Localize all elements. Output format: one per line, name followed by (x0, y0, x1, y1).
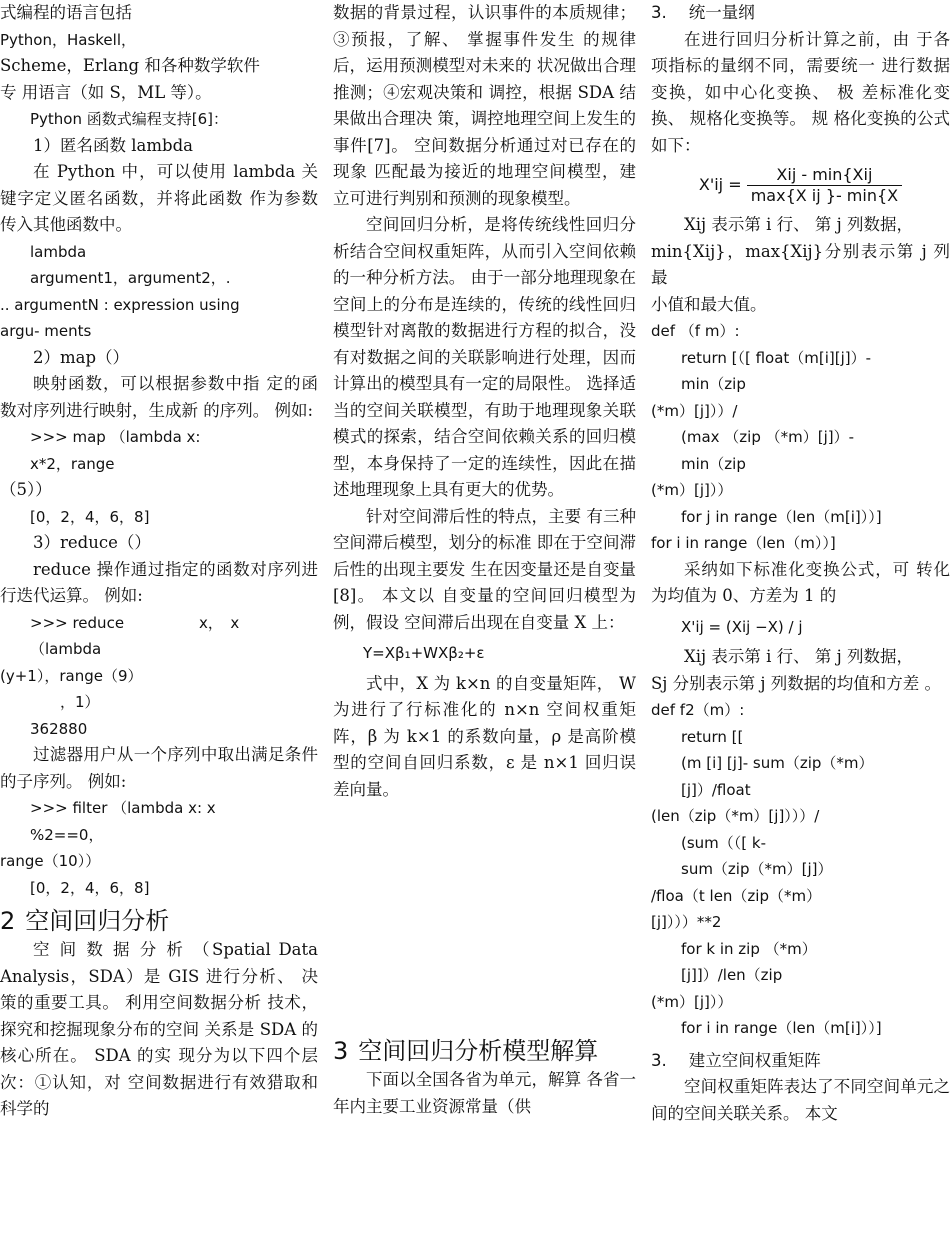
col1-text-line: reduce 操作通过指定的函数对序列进行迭代运算。 例如: (0, 559, 318, 605)
column-1 (0, 0, 318, 1123)
col1-text-line: >>> reduce x， x (30, 613, 240, 632)
col1-text-line: (y+1），range（9） (0, 666, 143, 685)
code-f2-line: [j]）/float (681, 780, 751, 799)
section-2-paragraph: 空 间 数 据 分 析 （Spatial Data Analysis，SDA）是 GIS 进行分析、 决 策的重要工具。 利用空间数据分析 技术，探究和挖掘现象分布的空间 关系是 SDA 的核心所在。 SDA 的实 现分为以下四个层次：①认知，对 空间数据进行有效猎取和科学的 (0, 940, 318, 1118)
standardization-formula: X'ij = (Xij −X) / j (681, 617, 803, 636)
section-2-title: 空间回归分析 (25, 907, 170, 935)
code-f-line: for j in range（len（m[i]））] (681, 507, 882, 526)
column-3 (651, 0, 950, 1127)
col1-text-line: .. argumentN : expression using (0, 295, 240, 314)
col1-text-line: [0，2，4，6，8] (30, 878, 150, 897)
code-f-line: (*m）[j]））/ (651, 401, 738, 420)
col1-text-line: [0，2，4，6，8] (30, 507, 150, 526)
code-f2-line: (len（zip（*m）[j]）））/ (651, 807, 820, 825)
col1-text-line: range（10）） (0, 852, 101, 870)
col3-paragraph-1: 在进行回归分析计算之前，由 于各项指标的量纲不同，需要统一 进行数据变换，如中心化变换、 极 差标准化变换、 规格化变换等。 规 格化变换的公式如下： (651, 29, 950, 155)
code-f-line: min（zip (681, 454, 746, 473)
col1-text-line: 过滤器用户从一个序列中取出满足条件的子序列。 例如: (0, 745, 318, 791)
section-3-paragraph: 下面以全国各省为单元，解算 各省一年内主要工业资源常量（供 (333, 1070, 636, 1116)
formula-denominator: max{X ij }- min{X (750, 186, 899, 205)
column-gap (333, 803, 636, 1035)
spatial-lag-equation: Y=Xβ₁+WXβ₂+ε (363, 644, 485, 662)
col1-text-line: 1）匿名函数 lambda (33, 135, 193, 155)
code-f-line: return [（[ float（m[i][j]）- (681, 348, 872, 367)
section-2-number: 2 (0, 907, 16, 935)
code-f-line: (*m）[j]）） (651, 481, 733, 499)
col1-text-line: x*2，range (30, 454, 115, 473)
section-3-heading (333, 1035, 636, 1067)
col1-text-line: 式编程的语言包括 (0, 3, 132, 22)
code-f2-line: for i in range（len（m[i]））] (681, 1019, 882, 1037)
code-f-line: (max （zip （*m）[j]）- (681, 428, 855, 446)
col1-text-line: %2==0， (30, 825, 104, 844)
col1-text-line: 2）map（） (33, 347, 130, 367)
code-f2-line: (*m）[j]）） (651, 992, 733, 1011)
col1-text-line: （lambda (30, 640, 102, 658)
col1-text-line: Python 函数式编程支持[6]： (30, 110, 229, 128)
subsection-number: 3. (651, 3, 667, 22)
code-f-line: for i in range（len（m））] (651, 534, 836, 552)
col2-paragraph-3: 针对空间滞后性的特点，主要 有三种空间滞后模型，划分的标准 即在于空间滞后性的出现主要发 生在因变量还是自变量[8]。 本文以 自变量的空间回归模型为例，假设 空间滞后出现在自变量 X 上： (333, 506, 636, 632)
col1-text-line: （5）） (0, 480, 52, 499)
col1-text-line: Scheme，Erlang 和各种数学软件 (0, 56, 260, 75)
column-1-lines (0, 0, 318, 901)
col1-text-line: 在 Python 中，可以使用 lambda 关键字定义匿名函数，并将此函数 作为参数传入其他函数中。 (0, 162, 318, 234)
col1-text-line: 362880 (30, 719, 88, 738)
normalization-formula (651, 165, 950, 206)
col3-paragraph-4b: Sj 分别表示第 j 列数据的均值和方差 。 (651, 673, 942, 693)
code-f-line: min（zip (681, 375, 746, 393)
col1-text-line: >>> map （lambda x: (30, 428, 201, 446)
col1-text-line: 映射函数，可以根据参数中指 定的函数对序列进行映射，生成新 的序列。 例如: (0, 374, 318, 420)
code-f2-line: return [[ (681, 727, 744, 746)
section-3-title: 空间回归分析模型解算 (358, 1037, 599, 1065)
code-f2-line: for k in zip （*m） (681, 939, 817, 958)
section-2-heading (0, 905, 318, 937)
subsection-title-2: 建立空间权重矩阵 (688, 1050, 821, 1070)
formula-numerator: Xij - min{Xij (747, 165, 902, 186)
subsection-weight-matrix-heading (651, 1048, 950, 1075)
col1-text-line: lambda (30, 242, 87, 261)
subsection-title: 统一量纲 (688, 3, 755, 22)
col1-text-line: argu- ments (0, 322, 92, 340)
code-f2-line: def f2（m）: (651, 701, 745, 719)
col1-text-line: 3）reduce（） (33, 533, 151, 552)
col2-paragraph-2: 空间回归分析，是将传统线性回归分析结合空间权重矩阵，从而引入空间依赖的一种分析方法。 由于一部分地理现象在空间上的分布是连续的，传统的线性回归模型针对离散的数据进行方程的拟合，没有对数据之间的关联影响进行处理，因而计算出的模型具有一定的局限性。 选择适当的空间关联模型，有助于地理现象关联模式的探索，结合空间依赖关系的回归模型，本身保持了一定的连续性，因此在描述地理现象上具有更大的优势。 (333, 215, 636, 499)
col2-paragraph-1: 数据的背景过程，认识事件的本质规律；③预报，了解、 掌握事件发生 的规律后，运用预测模型对未来的 状况做出合理推测；④宏观决策和 调控，根据 SDA 结果做出合理决 策，调控地理空间上发生的事件[7]。 空间数据分析通过对已存在的现象 匹配最为接近的地理空间模型，建 立可进行判别和预测的现象模型。 (333, 3, 636, 208)
col3-paragraph-3: 采纳如下标准化变换公式，可 转化为均值为 0、方差为 1 的 (651, 559, 950, 605)
code-f2-line: [j]]）/len（zip (681, 966, 783, 984)
col3-paragraph-2c: 小值和最大值。 (651, 294, 767, 314)
code-f2-line: sum（zip（*m）[j]） (681, 860, 833, 878)
col1-text-line: argument1，argument2，. (30, 269, 231, 287)
code-f2-line: /floa（t len（zip（*m） (651, 886, 822, 905)
col1-text-line: 专 用语言（如 S，ML 等）。 (0, 82, 212, 102)
subsection-number-2: 3. (651, 1050, 667, 1070)
code-f-line: def （f m）: (651, 322, 740, 340)
col1-text-line: >>> filter （lambda x: x (30, 799, 216, 817)
code-block-f2 (651, 697, 950, 1042)
col2-paragraph-4: 式中，X 为 k×n 的自变量矩阵， W 为进行了行标准化的 n×n 空间权重矩阵，β 为 k×1 的系数向量，ρ 是高阶模型的空间自回归系数，ε 是 n×1 回归误差向量。 (333, 673, 636, 799)
section-3-number: 3 (333, 1037, 349, 1065)
col3-paragraph-5: 空间权重矩阵表达了不同空间单元之间的空间关联关系。 本文 (651, 1077, 950, 1123)
col1-text-line: Python，Haskell， (0, 30, 136, 49)
code-f2-line: (m [i] [j]- sum（zip（*m） (681, 754, 874, 772)
code-f2-line: (sum（（[ k- (681, 833, 767, 852)
col3-paragraph-2b: min{Xij}，max{Xij}分别表示第 j 列最 (651, 241, 950, 287)
col3-paragraph-4a: Xij 表示第 i 行、 第 j 列数据， (684, 647, 914, 666)
col3-paragraph-2a: Xij 表示第 i 行、 第 j 列数据， (684, 215, 914, 234)
subsection-unify-dimension-heading (651, 0, 950, 27)
col1-text-line: ，1） (60, 693, 100, 711)
formula-lhs: X'ij = (698, 175, 742, 194)
code-f2-line: [j]）））**2 (651, 913, 722, 931)
code-block-f (651, 318, 950, 557)
column-2 (333, 0, 636, 1120)
formula-fraction (747, 165, 902, 206)
